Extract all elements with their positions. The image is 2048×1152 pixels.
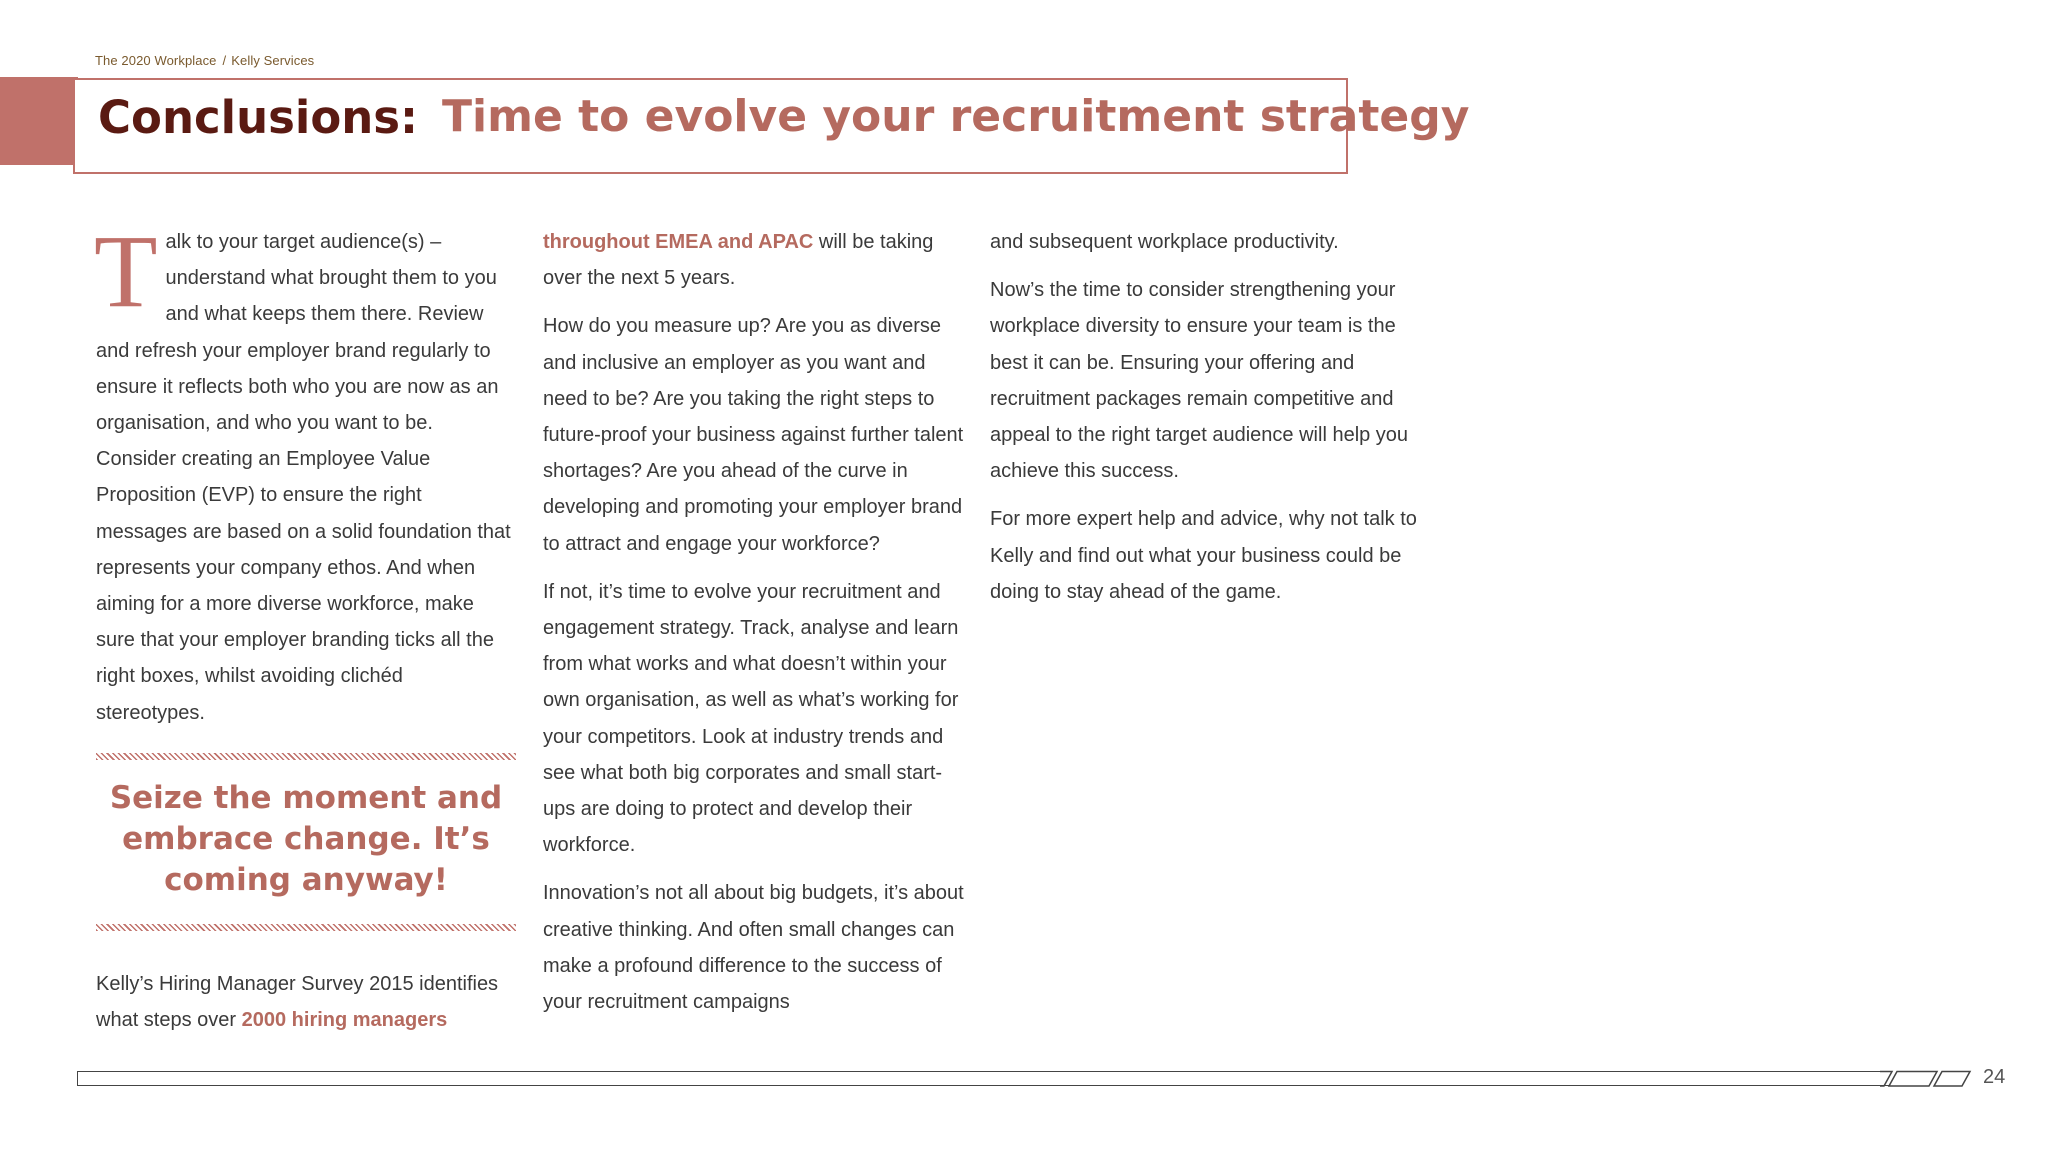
page-number: 24 [1983,1066,2006,1088]
col1-paragraph-1: alk to your target audience(s) – understand what brought them to you and what keeps them there. Review and refresh your employer brand regularly to ensure it reflects both who you are now as an organisation, and who you want to be. Consider creating an Employee Value Proposition (EVP) to ensure the right messages are based on a solid foundation that represents your company ethos. And when aiming for a more diverse workforce, make sure that your employer branding ticks all the right boxes, whilst avoiding clichéd stereotypes. [96,231,511,724]
breadcrumb [95,53,314,68]
col2-paragraph-2: How do you measure up? Are you as diverse and inclusive an employer as you want and need to be? Are you taking the right steps to future-proof your business against further talent shortages? Are you ahead of the curve in developing and promoting your employer brand to attract and engage your workforce? [543,315,964,555]
col2-paragraph-1 [543,224,968,296]
column-2 [543,224,968,1032]
col1-paragraph-2-text: Kelly’s Hiring Manager Survey 2015 identifies what steps over [96,973,499,1031]
breadcrumb-separator: / [222,53,227,68]
col2-paragraph-1-highlight: throughout EMEA and APAC [543,231,814,253]
breadcrumb-part-1: The 2020 Workplace [95,53,217,68]
breadcrumb-part-2: Kelly Services [231,53,315,68]
column-3 [990,224,1420,622]
col1-paragraph-2 [96,966,526,1038]
col2-paragraph-1-text: will be taking over the next 5 years. [543,231,934,290]
col3-paragraph-3: For more expert help and advice, why not talk to Kelly and find out what your business could be doing to stay ahead of the game. [990,508,1417,603]
quote-divider-top [96,753,516,760]
col2-paragraph-4: Innovation’s not all about big budgets, it’s about creative thinking. And often small changes can make a profound difference to the success of your recruitment campaigns [543,882,964,1014]
quote-divider-bottom [96,924,516,931]
col3-paragraph-1: and subsequent workplace productivity. [990,231,1339,253]
footer-bar [77,1071,1889,1086]
footer-slant-decoration [1880,1070,1980,1090]
col1-paragraph-2-highlight: 2000 hiring managers [241,1009,448,1031]
column-1 [94,214,516,731]
drop-cap: T [94,214,158,329]
col3-paragraph-2: Now’s the time to consider strengthening your workplace diversity to ensure your team is the best it can be. Ensuring your offering and recruitment packages remain competitive and appeal to the right target audience will help you achieve this success. [990,279,1409,483]
col2-paragraph-3: If not, it’s time to evolve your recruitment and engagement strategy. Track, analyse and learn from what works and what doesn’t within your own organisation, as well as what’s working for your competitors. Look at industry trends and see what both big corporates and small start-ups are doing to protect and develop their workforce. [543,580,959,857]
page-subtitle: Time to evolve your recruitment strategy [442,91,1470,142]
title-accent-block [0,77,78,165]
page-title: Conclusions: [98,91,419,144]
pull-quote: Seize the moment and embrace change. It’s coming anyway! [109,780,503,898]
